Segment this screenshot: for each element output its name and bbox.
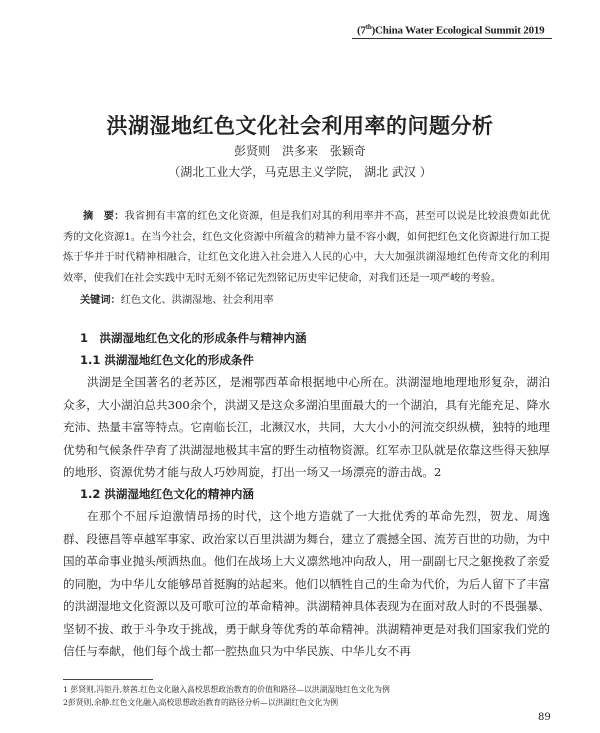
paragraph-1-1: 洪湖是全国著名的老苏区，是湘鄂西革命根据地中心所在。洪湖湿地地理地形复杂，湖泊众多，大小湖泊总共300余个，洪湖又是这众多湖泊里面最大的一个湖泊，具有光能充足、降水充沛、热量丰富等特点。它南临长江，北濒汉水，共同，大大小小的河流交织纵横，独特的地理优势和气候条件孕育了洪湖湿地极其丰富的野生动植物资源。红军赤卫队就是依靠这些得天独厚的地形、资源优势才能与敌人巧妙周旋，打出一场又一场漂亮的游击战。2 xyxy=(63,375,550,479)
section-heading-1: 1 洪湖湿地红色文化的形成条件与精神内涵 xyxy=(80,331,307,345)
footnote-1: 1 彭贤则,冯钜丹,蔡茜.红色文化融入高校思想政治教育的价值和路径—以洪湖湿地红色文化为例 xyxy=(63,685,390,694)
header-suffix: )China Water Ecological Summit 2019 xyxy=(371,24,545,37)
affiliation: （湖北工业大学，马克思主义学院， 湖北 武汉 ） xyxy=(168,165,432,179)
keywords-label: 关键词： xyxy=(80,295,121,306)
keywords-text: 红色文化、洪湖湿地、社会利用率 xyxy=(120,295,274,306)
header-rule xyxy=(352,38,552,39)
section-heading-1-2: 1.2 洪湖湿地红色文化的精神内涵 xyxy=(80,487,254,501)
header-superscript: th xyxy=(365,23,372,31)
running-header xyxy=(357,23,552,37)
footnote-2: 2彭贤则,余静.红色文化融入高校思想政治教育的路径分析—以洪湖红色文化为例 xyxy=(63,698,339,707)
page-number: 89 xyxy=(538,712,551,723)
paper-title: 洪湖湿地红色文化社会利用率的问题分析 xyxy=(106,114,494,138)
author-list: 彭贤则 洪多来 张颖奇 xyxy=(234,144,366,158)
section-heading-1-1: 1.1 洪湖湿地红色文化的形成条件 xyxy=(80,353,254,367)
footnote-rule xyxy=(63,679,153,680)
keywords xyxy=(80,291,274,306)
header-prefix: (7 xyxy=(357,24,366,37)
abstract-label: 摘 要： xyxy=(83,211,125,222)
abstract-text: 我省拥有丰富的红色文化资源，但是我们对其的利用率并不高，甚至可以说是比较浪费如此优秀的文化资源1。在当今社会，红色文化资源中所蕴含的精神力量不容小觑，如何把红色文化资源进行加工提炼于华并于时代精神相融合，让红色文化进入社会进入人民的心中，大大加强洪湖湿地红色传奇文化的利用效率，使我们在社会实践中无时无刻不铭记先烈铭记历史牢记使命，对我们还是一项严峻的考验。 xyxy=(63,211,550,284)
abstract xyxy=(63,207,550,289)
paragraph-1-2: 在那个不屈斥迫激情昂扬的时代，这个地方造就了一大批优秀的革命先烈，贺龙、周逸群、段德昌等卓越军事家、政治家以百里洪湖为舞台，建立了震撼全国、流芳百世的功勋，为中国的革命事业抛头颅洒热血。他们在战场上大义凛然地冲向敌人，用一副副七尺之躯挽救了亲爱的同胞，为中华儿女能够昂首挺胸的站起来。他们以牺牲自己的生命为代价，为后人留下了丰富的洪湖湿地文化资源以及可歌可泣的革命精神。洪湖精神具体表现为在面对敌人时的不畏强暴、坚韧不拔、敢于斗争攻于挑战，勇于献身等优秀的革命精神。洪湖精神更是对我们国家我们党的信任与奉献，他们每个战士都一腔热血只为中华民族、中华儿女不再 xyxy=(63,509,550,658)
